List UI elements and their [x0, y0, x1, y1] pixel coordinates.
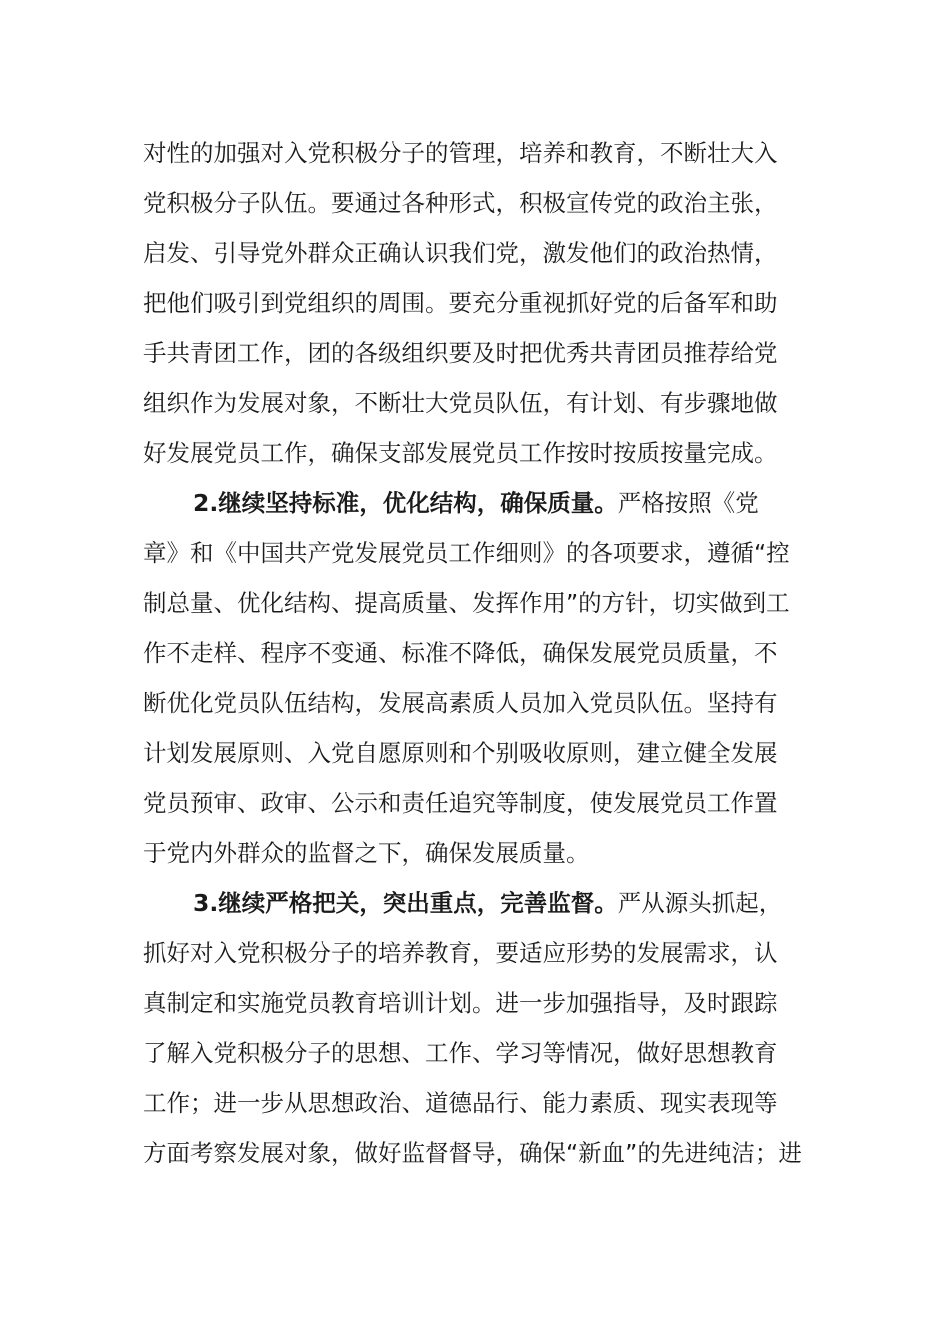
text-line: 对性的加强对入党积极分子的管理，培养和教育，不断壮大入	[143, 139, 778, 167]
paragraph-3-first-line-text: 严从源头抓起，	[617, 889, 783, 917]
text-line: 制总量、优化结构、提高质量、发挥作用”的方针，切实做到工	[143, 589, 790, 617]
text-line: 组织作为发展对象，不断壮大党员队伍，有计划、有步骤地做	[143, 389, 778, 417]
text-line: 抓好对入党积极分子的培养教育，要适应形势的发展需求，认	[143, 939, 778, 967]
document-body	[143, 128, 813, 1178]
text-line: 工作；进一步从思想政治、道德品行、能力素质、现实表现等	[143, 1089, 778, 1117]
text-line: 手共青团工作，团的各级组织要及时把优秀共青团员推荐给党	[143, 339, 778, 367]
text-line: 真制定和实施党员教育培训计划。进一步加强指导，及时跟踪	[143, 989, 778, 1017]
text-line: 启发、引导党外群众正确认识我们党，激发他们的政治热情，	[143, 239, 778, 267]
paragraph-2-heading: 2.继续坚持标准，优化结构，确保质量。	[193, 489, 618, 517]
paragraph-3	[143, 878, 813, 1178]
text-line: 把他们吸引到党组织的周围。要充分重视抓好党的后备军和助	[143, 289, 778, 317]
paragraph-3-first-line	[143, 878, 813, 928]
text-line: 计划发展原则、入党自愿原则和个别吸收原则，建立健全发展	[143, 739, 778, 767]
paragraph-1	[143, 128, 813, 478]
paragraph-2-first-line-text: 严格按照《党	[617, 489, 759, 517]
paragraph-2-first-line	[143, 478, 813, 528]
text-line: 章》和《中国共产党发展党员工作细则》的各项要求，遵循“控	[143, 539, 790, 567]
text-line: 方面考察发展对象，做好监督督导，确保“新血”的先进纯洁；进	[143, 1139, 802, 1167]
text-line: 党员预审、政审、公示和责任追究等制度，使发展党员工作置	[143, 789, 778, 817]
text-line: 了解入党积极分子的思想、工作、学习等情况，做好思想教育	[143, 1039, 778, 1067]
text-line: 好发展党员工作，确保支部发展党员工作按时按质按量完成。	[143, 439, 778, 467]
text-line: 断优化党员队伍结构，发展高素质人员加入党员队伍。坚持有	[143, 689, 778, 717]
text-line: 党积极分子队伍。要通过各种形式，积极宣传党的政治主张，	[143, 189, 778, 217]
paragraph-3-heading: 3.继续严格把关，突出重点，完善监督。	[193, 889, 618, 917]
text-line: 于党内外群众的监督之下，确保发展质量。	[143, 839, 590, 867]
text-line: 作不走样、程序不变通、标准不降低，确保发展党员质量，不	[143, 639, 778, 667]
paragraph-2	[143, 478, 813, 878]
